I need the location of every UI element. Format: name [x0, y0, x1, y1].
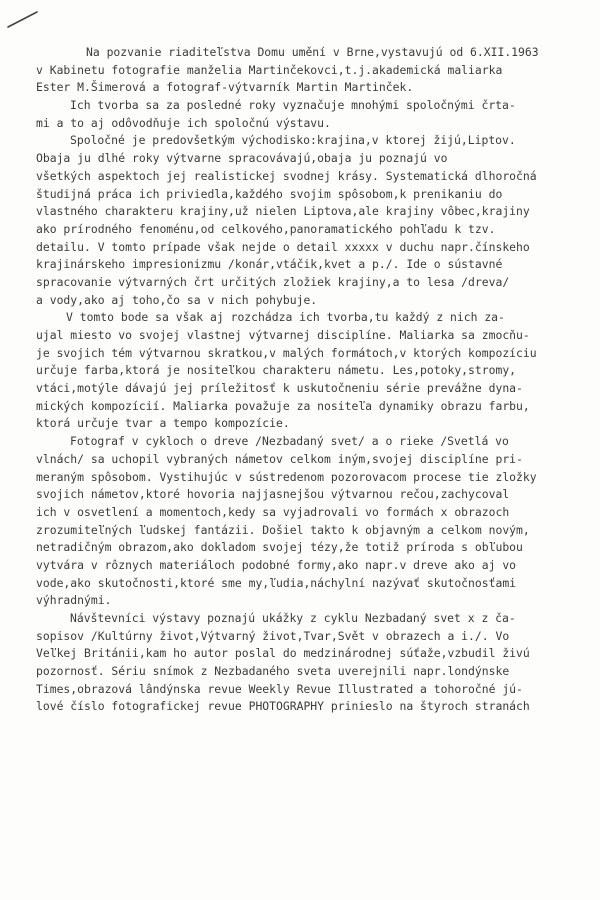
text-line: študijná práca ich priviedla,každého svojim spôsobom,k prenikaniu do: [36, 186, 503, 201]
text-line: vtáci,motýle dávajú jej príležitosť k uskutočneniu série prevážne dyna-: [36, 381, 523, 396]
pen-stroke-mark: [6, 8, 40, 30]
paragraph: [36, 97, 596, 132]
text-line: Veľkej Británii,kam ho autor poslal do medzinárodnej súťaže,vzbudil živú: [36, 646, 530, 661]
text-line: vlnách/ sa uchopil vybraných námetov celkom iným,svojej disciplíne pri-: [36, 451, 523, 466]
text-line: v Kabinetu fotografie manželia Martinčekovci,t.j.akademická maliarka: [36, 62, 503, 77]
text-line: svojich námetov,ktoré hovoria najjasnejšou výtvarnou rečou,zachycoval: [36, 487, 510, 502]
text-line: Spoločné je predovšetkým východisko:krajina,v ktorej žijú,Liptov.: [70, 133, 516, 148]
text-line: netradičným obrazom,ako dokladom svojej tézy,že totiž príroda s obľubou: [36, 540, 523, 555]
text-line: meraným spôsobom. Vystihujúc v sústredenom pozorovacom procese tie zložky: [36, 469, 537, 484]
text-line: ich v osvetlení a momentoch,kedy sa vyjadrovali vo formách x obrazoch: [36, 504, 510, 519]
text-line: vytvára v rôznych materiáloch podobné formy,ako napr.v dreve ako aj vo: [36, 557, 517, 572]
text-line: spracovanie výtvarných črt určitých zložiek krajiny,a to lesa /dreva/: [36, 274, 510, 289]
text-line: mi a to aj odôvodňuje ich spoločnú výstavu.: [36, 115, 331, 130]
typewritten-text: [36, 44, 596, 716]
text-line: mických kompozícií. Maliarka považuje za nositeľa dynamiky obrazu farbu,: [36, 398, 530, 413]
text-line: vode,ako skutočnosti,ktoré sme my,ľudia,náchylní nazývať skutočnosťami: [36, 575, 517, 590]
text-line: lové číslo fotografickej revue PHOTOGRAPHY prinieslo na štyroch stranách: [36, 699, 530, 714]
text-line: výhradnými.: [36, 593, 112, 608]
text-line: V tomto bode sa však aj rozchádza ich tvorba,tu každý z nich za-: [66, 310, 505, 325]
text-line: ktorá určuje tvar a tempo kompozície.: [36, 416, 290, 431]
text-line: Fotograf v cykloch o dreve /Nezbadaný svet/ a o rieke /Svetlá vo: [70, 434, 509, 449]
text-line: Ester M.Šimerová a fotograf-výtvarník Martin Martinček.: [36, 80, 414, 95]
text-line: Times,obrazová lândýnska revue Weekly Revue Illustrated a tohoročné jú-: [36, 681, 523, 696]
text-line: všetkých aspektoch jej realistickej svodnej krásy. Systematická dlhoročná: [36, 168, 537, 183]
paragraph: [36, 309, 596, 433]
text-line: zrozumiteľných ľudskej fantázii. Došiel takto k objavným a celkom novým,: [36, 522, 530, 537]
text-line: detailu. V tomto prípade však nejde o detail xxxxx v duchu napr.čínskeho: [36, 239, 530, 254]
text-line: Na pozvanie riaditeľstva Domu umění v Brne,vystavujú od 6.XII.1963: [86, 45, 539, 59]
text-line: určuje farba,ktorá je nositeľkou charakteru námetu. Les,potoky,stromy,: [36, 363, 517, 378]
text-line: sopisov /Kultúrny život,Výtvarný život,Tvar,Svět v obrazech a i./. Vo: [36, 628, 510, 643]
paragraph: [36, 132, 596, 309]
text-line: pozornosť. Sériu snímok z Nezbadaného sveta uverejnili napr.londýnske: [36, 664, 510, 679]
text-line: Obaja ju dlhé roky výtvarne spracovávajú,obaja ju poznajú vo: [36, 151, 448, 166]
text-line: vlastného charakteru krajiny,už nielen Liptova,ale krajiny vôbec,krajiny: [36, 204, 530, 219]
paragraph: [36, 610, 596, 716]
text-line: ako prírodného fenoménu,od celkového,panoramatického pohľadu k tzv.: [36, 221, 496, 236]
text-line: je svojich tém výtvarnou skratkou,v malých formátoch,v ktorých kompozíciu: [36, 345, 537, 360]
paragraph: [36, 433, 596, 610]
text-line: ujal miesto vo svojej vlastnej výtvarnej disciplíne. Maliarka sa zmocňu-: [36, 328, 530, 342]
paragraph: [36, 44, 596, 97]
text-line: Ich tvorba sa za posledné roky vyznačuje mnohými spoločnými črta-: [70, 98, 516, 113]
text-line: krajinárskeho impresionizmu /konár,vtáčik,kvet a p./. Ide o sústavné: [36, 257, 503, 272]
text-line: a vody,ako aj toho,čo sa v nich pohybuje.: [36, 292, 318, 307]
text-line: Návštevníci výstavy poznajú ukážky z cyklu Nezbadaný svet x z ča-: [70, 611, 516, 625]
